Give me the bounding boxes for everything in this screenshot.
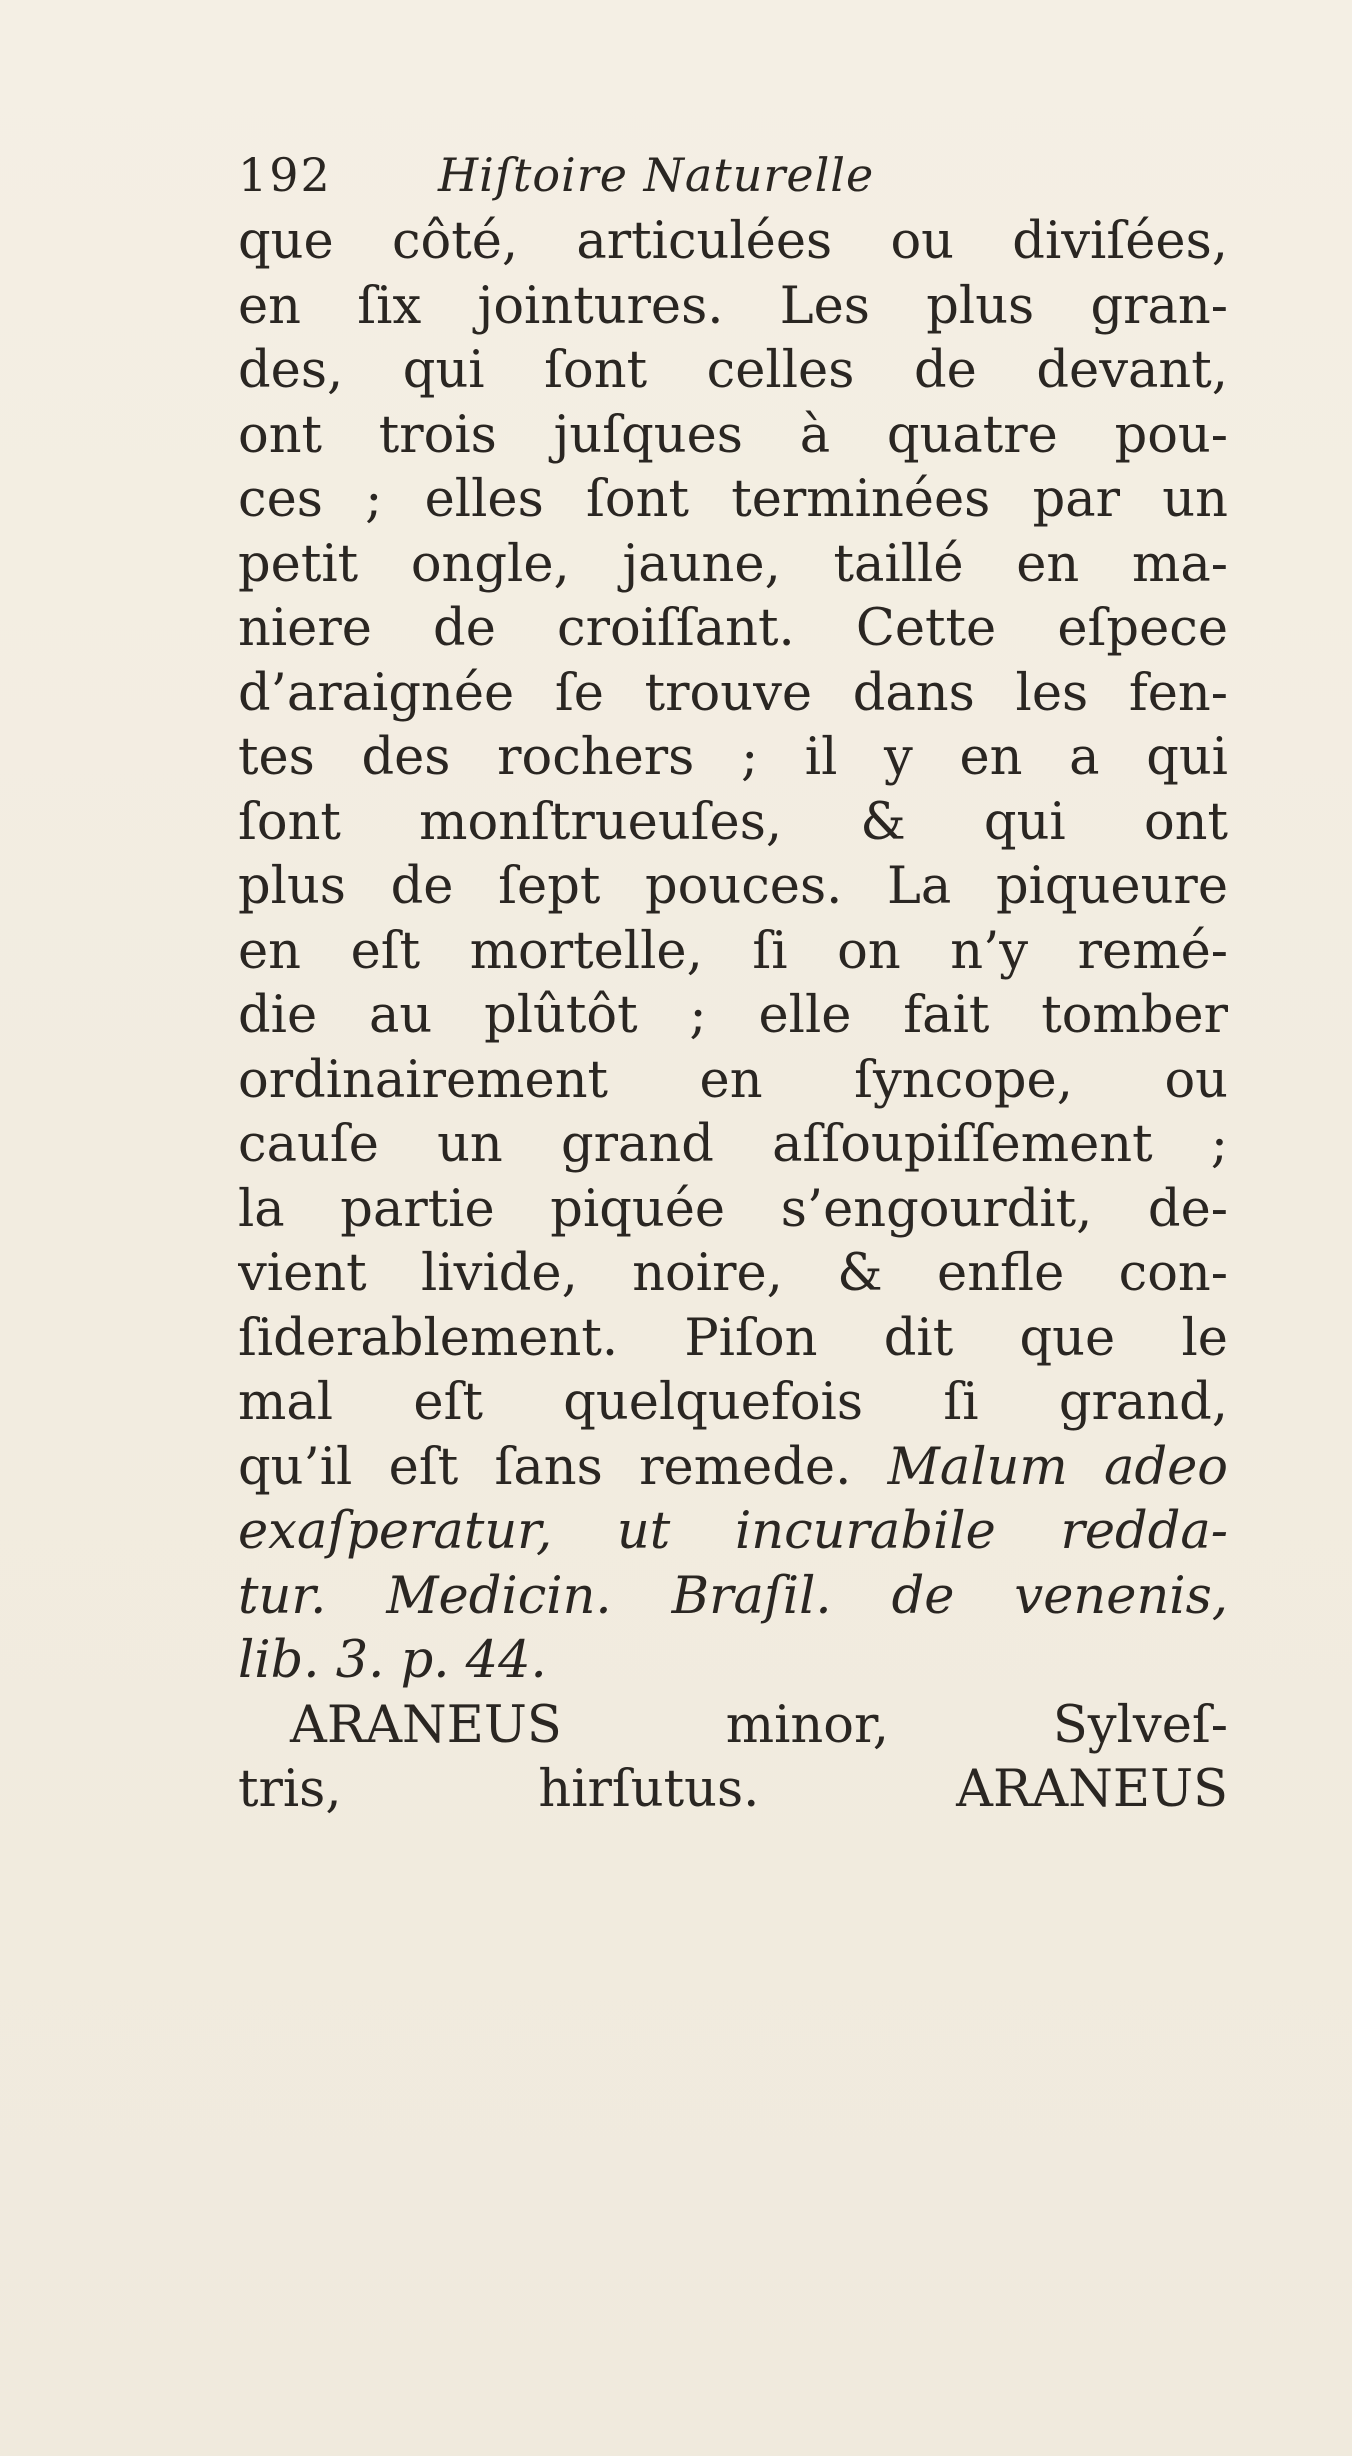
latin-line: exaſperatur, ut incurabile redda- [238, 1502, 1228, 1561]
roman-segment: qu’il eſt ſans remede. [238, 1437, 888, 1497]
text-line: cauſe un grand aſſoupiſſement ; [238, 1115, 1228, 1174]
text-line: la partie piquée s’engourdit, de- [238, 1179, 1228, 1239]
latin-reference-line: lib. 3. p. 44. [238, 1631, 547, 1690]
text-line-mixed [238, 1436, 1228, 1501]
running-title: Hiſtoire Naturelle [438, 148, 875, 202]
page-header [238, 148, 1218, 218]
text-line: vient livide, noire, & enfle con- [238, 1244, 1228, 1303]
catchword: ARANEUS [956, 1760, 1228, 1819]
text-line: en eſt mortelle, ſi on n’y remé- [238, 921, 1228, 981]
latin-line: tur. Medicin. Braſil. de venenis, [238, 1566, 1228, 1626]
species-name-end: tris, hirſutus. [238, 1760, 760, 1819]
text-line: ces ; elles ſont terminées par un [238, 470, 1228, 529]
text-line: mal eſt quelquefois ſi grand, [238, 1373, 1228, 1432]
latin-segment: Malum adeo [887, 1437, 1228, 1497]
text-line: niere de croiſſant. Cette eſpece [238, 599, 1228, 658]
text-line: ſiderablement. Piſon dit que le [238, 1308, 1228, 1368]
text-line: d’araignée ſe trouve dans les fen- [238, 663, 1228, 723]
text-line: plus de ſept pouces. La piqueure [238, 857, 1228, 916]
text-line: die au plûtôt ; elle fait tomber [238, 986, 1228, 1045]
text-line: des, qui ſont celles de devant, [238, 341, 1228, 400]
species-heading-line: ARANEUS minor, Sylveſ- [290, 1695, 1228, 1755]
text-line: tes des rochers ; il y en a qui [238, 728, 1228, 787]
text-line: petit ongle, jaune, taillé en ma- [238, 534, 1228, 594]
text-line: ſont monſtrueuſes, & qui ont [238, 792, 1228, 852]
text-line: en ſix jointures. Les plus gran- [238, 276, 1228, 336]
page-number: 192 [238, 148, 332, 202]
species-heading-line [238, 1758, 1228, 1823]
text-line: ordinairement en ſyncope, ou [238, 1050, 1228, 1110]
body-text [238, 210, 1228, 1823]
text-line: ont trois juſques à quatre pou- [238, 405, 1228, 465]
text-line: que côté, articulées ou diviſées, [238, 212, 1228, 271]
